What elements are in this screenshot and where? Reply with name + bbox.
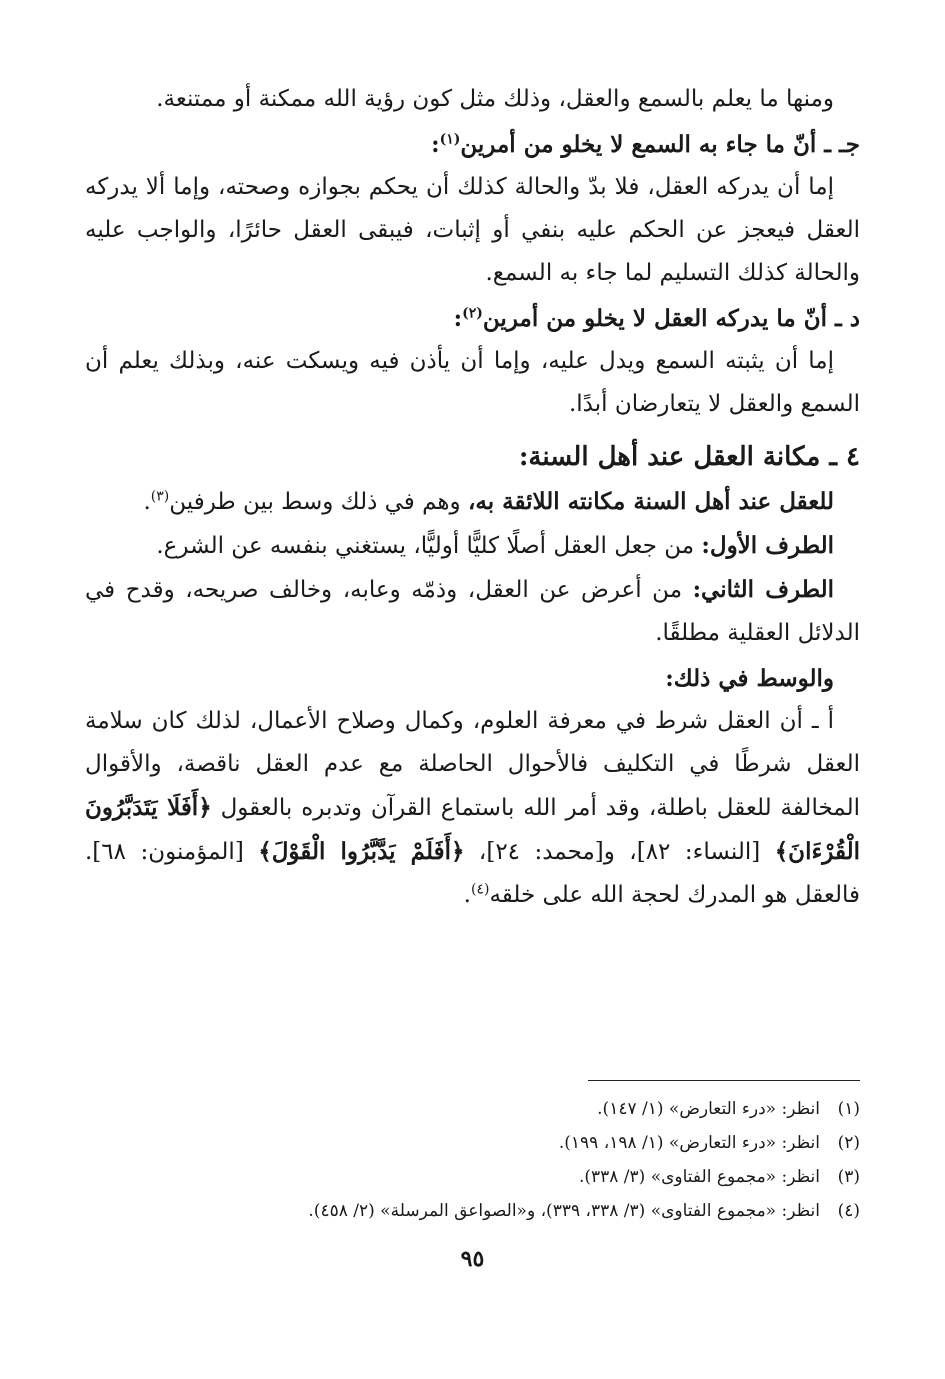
footnote-3 (85, 1160, 860, 1194)
footnote-ref-1[interactable]: (١) (439, 131, 461, 148)
first-side-label: الطرف الأول: (701, 532, 834, 559)
heading-d-colon: : (453, 305, 463, 332)
second-side-text: من أعرض عن العقل، وذمّه وعابه، وخالف صريحه، وقدح في الدلائل العقلية مطلقًا. (85, 577, 860, 646)
footnote-text: انظر: «درء التعارض» (١/ ١٩٨، ١٩٩). (558, 1133, 820, 1153)
paragraph-j-body: إما أن يدركه العقل، فلا بدّ والحالة كذلك أن يحكم بجوازه وصحته، وإما ألا يدركه العقل فيعجز عن الحكم عليه بنفي أو إثبات، فيبقى العقل حائرًا، والواجب عليه والحالة كذلك التسليم لما جاء به السمع. (85, 174, 860, 286)
paragraph-section-4-rest: وهم في ذلك وسط بين طرفين (169, 489, 468, 515)
second-side-label: الطرف الثاني: (692, 576, 835, 603)
paragraph-section-4-intro (85, 480, 860, 524)
footnote-2 (85, 1126, 860, 1160)
footnote-number: (٣) (837, 1167, 860, 1187)
heading-d-text: د ـ أنّ ما يدركه العقل لا يخلو من أمرين (482, 305, 860, 332)
section-heading-4: ٤ ـ مكانة العقل عند أهل السنة: (518, 442, 860, 472)
footnote-ref-4[interactable]: (٤) (470, 881, 490, 898)
paragraph-d-body: إما أن يثبته السمع ويدل عليه، وإما أن يأذن فيه ويسكت عنه، وبذلك يعلم أن السمع والعقل لا يتعارضان أبدًا. (85, 348, 860, 417)
heading-j-text: جـ ـ أنّ ما جاء به السمع لا يخلو من أمرين (460, 131, 860, 158)
paragraph-first-side (85, 524, 860, 568)
page-body (85, 78, 860, 917)
quran-verse-1: ﴿أَفَلَا يَتَدَبَّرُونَ الْقُرْءَانَ﴾ (85, 794, 860, 865)
footnote-number: (٤) (837, 1201, 860, 1221)
paragraph-section-4-end: . (143, 489, 151, 515)
quran-verse-2: ﴿أَفَلَمْ يَدَّبَّرُوا الْقَوْلَ﴾ (258, 838, 465, 865)
paragraph-middle-a (85, 700, 860, 917)
footnote-4 (85, 1194, 860, 1228)
page-number: ٩٥ (460, 1246, 485, 1272)
first-side-text: من جعل العقل أصلًا كليًّا أوليًّا، يستغني بنفسه عن الشرع. (156, 533, 702, 559)
heading-j-colon: : (431, 131, 440, 158)
paragraph-section-4-bold: للعقل عند أهل السنة مكانته اللائقة به، (467, 488, 834, 515)
footnote-text: انظر: «مجموع الفتاوى» (٣/ ٣٣٨). (578, 1167, 820, 1187)
heading-middle-way: والوسط في ذلك: (665, 665, 834, 692)
verse-1-reference: [النساء: ٨٢]، و[محمد: ٢٤]، (464, 839, 775, 865)
footnote-1 (85, 1092, 860, 1126)
footnote-ref-2[interactable]: (٢) (462, 305, 483, 322)
heading-j (85, 123, 860, 166)
middle-a-text: أ ـ أن العقل شرط في معرفة العلوم، وكمال وصلاح الأعمال، لذلك كان سلامة العقل شرطًا في التكليف فالأحوال الحاصلة مع عدم العقل ناقصة، والأقوال المخالفة للعقل باطلة، وقد أمر الله باستماع القرآن وتدبره بالعقول (85, 708, 860, 821)
footnotes (85, 1092, 860, 1228)
footnote-text: انظر: «درء التعارض» (١/ ١٤٧). (597, 1099, 820, 1119)
footnote-text: انظر: «مجموع الفتاوى» (٣/ ٣٣٨، ٣٣٩)، و«الصواعق المرسلة» (٢/ ٤٥٨). (308, 1201, 820, 1221)
paragraph-second-side (85, 568, 860, 655)
middle-a-end: . (463, 882, 471, 908)
footnote-divider (588, 1080, 860, 1081)
paragraph-intro: ومنها ما يعلم بالسمع والعقل، وذلك مثل كون رؤية الله ممكنة أو ممتنعة. (156, 86, 834, 112)
footnote-number: (١) (837, 1099, 860, 1119)
footnote-ref-3[interactable]: (٣) (150, 488, 170, 505)
verse-2-reference: [المؤمنون: ٦٨]. فالعقل هو المدرك لحجة الله على خلقه (85, 839, 860, 908)
heading-d (85, 297, 860, 340)
footnote-number: (٢) (837, 1133, 860, 1153)
